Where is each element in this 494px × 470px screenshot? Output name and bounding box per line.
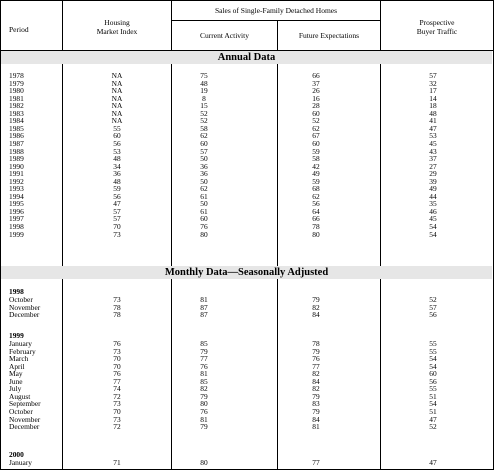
- buyer-traffic-cell: 32: [429, 78, 437, 88]
- buyer-traffic-cell: 54: [429, 361, 437, 371]
- housing-index-cell: 48: [113, 176, 121, 186]
- table-row: [0, 370, 494, 378]
- table-row: [0, 80, 494, 88]
- housing-index-cell: 48: [113, 154, 121, 164]
- buyer-traffic-cell: 60: [429, 369, 437, 379]
- current-activity-cell: 81: [200, 369, 208, 379]
- buyer-traffic-cell: 43: [429, 146, 437, 156]
- period-cell: 1991: [9, 169, 24, 179]
- table-row: [0, 132, 494, 140]
- table-row: [0, 125, 494, 133]
- current-activity-cell: 61: [200, 191, 208, 201]
- period-cell: 1989: [9, 154, 24, 164]
- future-expectations-cell: 80: [312, 229, 320, 239]
- table-row: [0, 231, 494, 239]
- housing-index-cell: 34: [113, 161, 121, 171]
- housing-index-cell: 60: [113, 131, 121, 141]
- period-cell: October: [9, 295, 33, 304]
- current-activity-cell: 85: [200, 339, 208, 348]
- table-row: [0, 385, 494, 393]
- future-expectations-cell: 16: [312, 93, 320, 103]
- period-cell: November: [9, 302, 41, 312]
- period-cell: 1993: [9, 184, 24, 194]
- annual-data-band: Annual Data: [1, 51, 492, 64]
- period-cell: December: [9, 310, 40, 320]
- buyer-traffic-cell: 52: [429, 422, 437, 432]
- housing-index-cell: 57: [113, 214, 121, 224]
- housing-index-cell: 73: [113, 399, 121, 409]
- housing-index-cell: 47: [113, 199, 121, 209]
- buyer-traffic-cell: 47: [429, 414, 437, 424]
- future-expectations-header: Future Expectations: [298, 31, 360, 40]
- future-expectations-cell: 26: [312, 86, 320, 96]
- current-activity-cell: 80: [200, 229, 208, 239]
- buyer-traffic-cell: 55: [429, 339, 437, 348]
- buyer-traffic-cell: 53: [429, 131, 437, 141]
- housing-index-cell: 76: [113, 369, 121, 379]
- buyer-traffic-cell: 55: [429, 384, 437, 394]
- period-cell: 1982: [9, 101, 24, 111]
- period-cell: 1978: [9, 71, 24, 80]
- table-row: [0, 393, 494, 401]
- period-cell: 1985: [9, 123, 24, 133]
- current-activity-cell: 76: [200, 361, 208, 371]
- table-row: [0, 102, 494, 110]
- table-row: [0, 296, 494, 304]
- table-row: [0, 110, 494, 118]
- current-activity-cell: 75: [200, 71, 208, 80]
- table-row: [0, 178, 494, 186]
- future-expectations-cell: 52: [312, 116, 320, 126]
- period-cell: 1984: [9, 116, 24, 126]
- housing-index-cell: 76: [113, 339, 121, 348]
- current-activity-cell: 87: [200, 302, 208, 312]
- period-cell: July: [9, 384, 22, 394]
- buyer-traffic-cell: 57: [429, 302, 437, 312]
- housing-index-cell: 78: [113, 302, 121, 312]
- buyer-traffic-cell: 29: [429, 169, 437, 179]
- housing-index-header: Housing Market Index: [96, 18, 138, 36]
- buyer-traffic-cell: 39: [429, 176, 437, 186]
- buyer-traffic-cell: 48: [429, 108, 437, 118]
- year-label-2000: 2000: [9, 450, 24, 459]
- table-row: [0, 378, 494, 386]
- table-row: [0, 170, 494, 178]
- future-expectations-cell: 82: [312, 302, 320, 312]
- buyer-traffic-cell: 57: [429, 71, 437, 80]
- current-activity-cell: 52: [200, 108, 208, 118]
- future-expectations-cell: 56: [312, 199, 320, 209]
- period-cell: 1996: [9, 206, 24, 216]
- table-row: [0, 95, 494, 103]
- future-expectations-cell: 76: [312, 354, 320, 364]
- period-cell: January: [9, 339, 32, 348]
- housing-index-cell: 70: [113, 354, 121, 364]
- period-cell: September: [9, 399, 41, 409]
- current-activity-cell: 15: [200, 101, 208, 111]
- future-expectations-cell: 37: [312, 78, 320, 88]
- table-row: [0, 400, 494, 408]
- period-cell: May: [9, 369, 23, 379]
- period-cell: August: [9, 391, 31, 401]
- period-cell: 1992: [9, 176, 24, 186]
- current-activity-cell: 76: [200, 222, 208, 231]
- housing-index-cell: 56: [113, 138, 121, 148]
- future-expectations-cell: 84: [312, 376, 320, 386]
- buyer-traffic-cell: 45: [429, 214, 437, 224]
- period-cell: June: [9, 376, 23, 386]
- future-expectations-cell: 59: [312, 146, 320, 156]
- buyer-traffic-cell: 44: [429, 191, 437, 201]
- table-row: [0, 423, 494, 431]
- current-activity-cell: 82: [200, 384, 208, 394]
- future-expectations-cell: 64: [312, 206, 320, 216]
- housing-index-cell: 57: [113, 206, 121, 216]
- table-row: [0, 200, 494, 208]
- housing-index-cell: 72: [113, 422, 121, 432]
- future-expectations-cell: 66: [312, 71, 320, 80]
- table-row: [0, 416, 494, 424]
- year-label-row: [0, 288, 494, 296]
- buyer-traffic-cell: 47: [429, 458, 437, 467]
- table-row: [0, 148, 494, 156]
- current-activity-cell: 61: [200, 206, 208, 216]
- future-expectations-cell: 84: [312, 310, 320, 320]
- monthly-data-band: Monthly Data—Seasonally Adjusted: [1, 266, 492, 279]
- future-expectations-cell: 78: [312, 339, 320, 348]
- future-expectations-cell: 60: [312, 108, 320, 118]
- current-activity-cell: 87: [200, 310, 208, 320]
- housing-index-cell: 74: [113, 384, 121, 394]
- housing-index-cell: 73: [113, 346, 121, 356]
- year-label-1999: 1999: [9, 331, 24, 340]
- future-expectations-cell: 49: [312, 169, 320, 179]
- buyer-traffic-cell: 55: [429, 346, 437, 356]
- current-activity-cell: 79: [200, 391, 208, 401]
- future-expectations-cell: 79: [312, 406, 320, 416]
- period-cell: 1979: [9, 78, 24, 88]
- housing-index-cell: 70: [113, 222, 121, 231]
- housing-index-cell: 56: [113, 191, 121, 201]
- table-row: [0, 363, 494, 371]
- current-activity-cell: 36: [200, 169, 208, 179]
- current-activity-cell: 60: [200, 214, 208, 224]
- table-row: [0, 140, 494, 148]
- period-cell: November: [9, 414, 41, 424]
- current-activity-cell: 62: [200, 131, 208, 141]
- future-expectations-cell: 59: [312, 176, 320, 186]
- current-activity-cell: 81: [200, 414, 208, 424]
- housing-index-cell: 59: [113, 184, 121, 194]
- prospective-traffic-header: Prospective Buyer Traffic: [416, 18, 458, 36]
- table-row: [0, 304, 494, 312]
- period-cell: 1990: [9, 161, 24, 171]
- housing-index-cell: 70: [113, 361, 121, 371]
- table-row: [0, 348, 494, 356]
- future-expectations-cell: 28: [312, 101, 320, 111]
- current-activity-cell: 81: [200, 295, 208, 304]
- period-cell: 1983: [9, 108, 24, 118]
- buyer-traffic-cell: 56: [429, 310, 437, 320]
- future-expectations-cell: 77: [312, 361, 320, 371]
- buyer-traffic-cell: 54: [429, 399, 437, 409]
- buyer-traffic-cell: 54: [429, 354, 437, 364]
- housing-index-cell: 77: [113, 376, 121, 386]
- housing-index-cell: 70: [113, 406, 121, 416]
- current-activity-cell: 19: [200, 86, 208, 96]
- sales-group-rule: [171, 20, 380, 21]
- current-activity-cell: 50: [200, 154, 208, 164]
- current-activity-cell: 36: [200, 161, 208, 171]
- table-row: [0, 408, 494, 416]
- current-activity-cell: 76: [200, 406, 208, 416]
- buyer-traffic-cell: 49: [429, 184, 437, 194]
- sales-group-header: Sales of Single-Family Detached Homes: [214, 6, 338, 15]
- current-activity-cell: 58: [200, 123, 208, 133]
- housing-index-cell: 72: [113, 391, 121, 401]
- current-activity-cell: 80: [200, 399, 208, 409]
- future-expectations-cell: 58: [312, 154, 320, 164]
- table-row: [0, 459, 494, 467]
- housing-index-cell: NA: [111, 71, 123, 80]
- housing-index-cell: NA: [111, 78, 123, 88]
- buyer-traffic-cell: 51: [429, 406, 437, 416]
- table-row: [0, 223, 494, 231]
- period-header: Period: [9, 25, 29, 34]
- table-row: [0, 72, 494, 80]
- table-row: [0, 355, 494, 363]
- housing-index-cell: NA: [111, 101, 123, 111]
- housing-index-cell: NA: [111, 93, 123, 103]
- housing-index-cell: NA: [111, 108, 123, 118]
- current-activity-cell: 48: [200, 78, 208, 88]
- period-cell: 1997: [9, 214, 24, 224]
- current-activity-cell: 60: [200, 138, 208, 148]
- housing-index-cell: 73: [113, 414, 121, 424]
- housing-index-cell: 55: [113, 123, 121, 133]
- year-label-row: [0, 451, 494, 459]
- period-cell: January: [9, 458, 32, 467]
- year-label-1998: 1998: [9, 287, 24, 296]
- future-expectations-cell: 79: [312, 391, 320, 401]
- future-expectations-cell: 68: [312, 184, 320, 194]
- housing-index-cell: NA: [111, 116, 123, 126]
- housing-index-cell: 73: [113, 295, 121, 304]
- current-activity-cell: 50: [200, 199, 208, 209]
- future-expectations-cell: 82: [312, 384, 320, 394]
- future-expectations-cell: 79: [312, 295, 320, 304]
- period-cell: February: [9, 346, 36, 356]
- housing-index-cell: 53: [113, 146, 121, 156]
- buyer-traffic-cell: 27: [429, 161, 437, 171]
- current-activity-cell: 52: [200, 116, 208, 126]
- housing-index-cell: NA: [111, 86, 123, 96]
- buyer-traffic-cell: 17: [429, 86, 437, 96]
- buyer-traffic-cell: 18: [429, 101, 437, 111]
- buyer-traffic-cell: 56: [429, 376, 437, 386]
- current-activity-cell: 80: [200, 458, 208, 467]
- current-activity-cell: 77: [200, 354, 208, 364]
- buyer-traffic-cell: 37: [429, 154, 437, 164]
- table-row: [0, 311, 494, 319]
- future-expectations-cell: 79: [312, 346, 320, 356]
- current-activity-cell: 50: [200, 176, 208, 186]
- future-expectations-cell: 77: [312, 458, 320, 467]
- future-expectations-cell: 60: [312, 138, 320, 148]
- housing-index-cell: 78: [113, 310, 121, 320]
- table-row: [0, 208, 494, 216]
- current-activity-cell: 8: [202, 93, 206, 103]
- period-cell: 1987: [9, 138, 24, 148]
- period-cell: 1986: [9, 131, 24, 141]
- period-cell: December: [9, 422, 40, 432]
- buyer-traffic-cell: 14: [429, 93, 437, 103]
- current-activity-cell: 62: [200, 184, 208, 194]
- current-activity-cell: 79: [200, 346, 208, 356]
- future-expectations-cell: 66: [312, 214, 320, 224]
- current-activity-header: Current Activity: [200, 31, 249, 40]
- housing-index-cell: 36: [113, 169, 121, 179]
- year-label-row: [0, 332, 494, 340]
- table-row: [0, 163, 494, 171]
- period-cell: 1995: [9, 199, 24, 209]
- period-cell: March: [9, 354, 29, 364]
- current-activity-cell: 57: [200, 146, 208, 156]
- period-cell: 1998: [9, 222, 24, 231]
- period-cell: 1999: [9, 229, 24, 239]
- buyer-traffic-cell: 52: [429, 295, 437, 304]
- current-activity-cell: 85: [200, 376, 208, 386]
- future-expectations-cell: 83: [312, 399, 320, 409]
- period-cell: 1980: [9, 86, 24, 96]
- table-row: [0, 185, 494, 193]
- buyer-traffic-cell: 54: [429, 229, 437, 239]
- period-cell: October: [9, 406, 33, 416]
- table-row: [0, 340, 494, 348]
- current-activity-cell: 79: [200, 422, 208, 432]
- table-row: [0, 193, 494, 201]
- housing-index-cell: 71: [113, 458, 121, 467]
- buyer-traffic-cell: 47: [429, 123, 437, 133]
- period-cell: 1981: [9, 93, 24, 103]
- period-cell: 1988: [9, 146, 24, 156]
- buyer-traffic-cell: 46: [429, 206, 437, 216]
- period-cell: 1994: [9, 191, 24, 201]
- future-expectations-cell: 62: [312, 191, 320, 201]
- future-expectations-cell: 84: [312, 414, 320, 424]
- table-row: [0, 87, 494, 95]
- buyer-traffic-cell: 54: [429, 222, 437, 231]
- future-expectations-cell: 62: [312, 123, 320, 133]
- future-expectations-cell: 82: [312, 369, 320, 379]
- future-expectations-cell: 42: [312, 161, 320, 171]
- period-cell: April: [9, 361, 25, 371]
- table-row: [0, 155, 494, 163]
- buyer-traffic-cell: 51: [429, 391, 437, 401]
- buyer-traffic-cell: 45: [429, 138, 437, 148]
- buyer-traffic-cell: 35: [429, 199, 437, 209]
- buyer-traffic-cell: 41: [429, 116, 437, 126]
- future-expectations-cell: 81: [312, 422, 320, 432]
- housing-index-cell: 73: [113, 229, 121, 239]
- future-expectations-cell: 78: [312, 222, 320, 231]
- future-expectations-cell: 67: [312, 131, 320, 141]
- table-row: [0, 117, 494, 125]
- table-row: [0, 215, 494, 223]
